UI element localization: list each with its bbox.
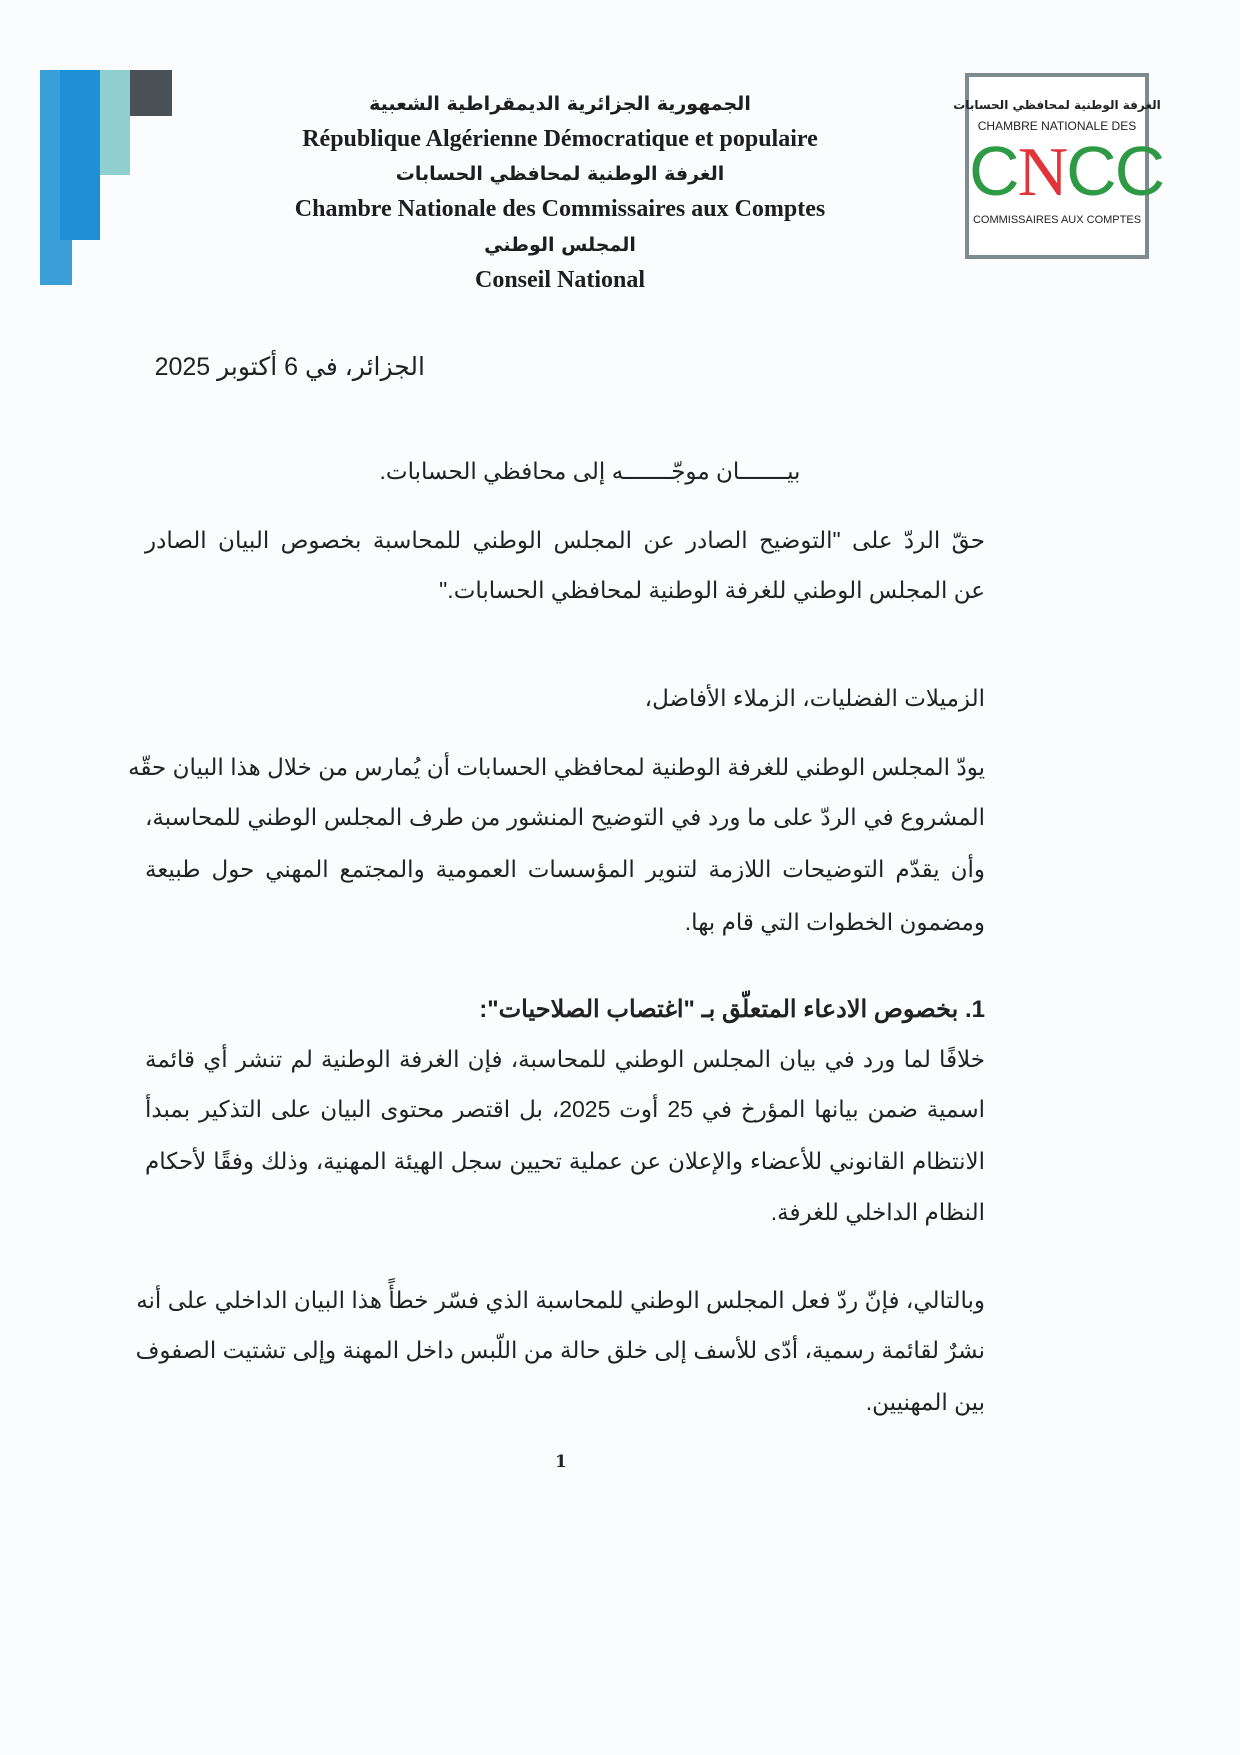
letter-title: بيـــــــان موجّـــــــه إلى محافظي الحسابات.	[379, 458, 801, 484]
para-line: نشرٌ لقائمة رسمية، أدّى للأسف إلى خلق حالة من اللّبس داخل المهنة وإلى تشتيت الصفوف	[135, 1337, 985, 1363]
header-ar-chamber: الغرفة الوطنية لمحافظي الحسابات	[395, 163, 725, 185]
para-line: وبالتالي، فإنّ ردّ فعل المجلس الوطني للمحاسبة الذي فسّر خطأً هذا البيان الداخلي على أنه	[136, 1287, 985, 1313]
para-line: حقّ الردّ على "التوضيح الصادر عن المجلس الوطني للمحاسبة بخصوص البيان الصادر	[145, 527, 985, 553]
header-ar-republic: الجمهورية الجزائرية الديمقراطية الشعبية	[369, 93, 751, 115]
header-fr-republic: République Algérienne Démocratique et populaire	[302, 126, 818, 152]
para-line: خلافًا لما ورد في بيان المجلس الوطني للمحاسبة، فإن الغرفة الوطنية لم تنشر أي قائمة	[145, 1046, 985, 1072]
para-line: اسمية ضمن بيانها المؤرخ في 25 أوت 2025، بل اقتصر محتوى البيان على التذكير بمبدأ	[145, 1096, 985, 1122]
header-ar-council: المجلس الوطني	[484, 234, 636, 256]
logo-bottom-text: COMMISSAIRES AUX COMPTES	[972, 214, 1142, 226]
brand-bar-3	[100, 70, 130, 175]
para-line: يودّ المجلس الوطني للغرفة الوطنية لمحافظي الحسابات أن يُمارس من خلال هذا البيان حقّه	[128, 754, 985, 780]
para-line: ومضمون الخطوات التي قام بها.	[684, 909, 985, 935]
header-fr-chamber: Chambre Nationale des Commissaires aux Comptes	[294, 196, 826, 222]
para-line: المشروع في الردّ على ما ورد في التوضيح المنشور من طرف المجلس الوطني للمحاسبة،	[145, 804, 985, 830]
cncc-logo	[953, 73, 1164, 259]
brand-bar-4	[130, 70, 172, 116]
brand-bar-2	[60, 70, 100, 240]
para-line: الانتظام القانوني للأعضاء والإعلان عن عملية تحيين سجل الهيئة المهنية، وذلك وفقًا لأحكام	[145, 1148, 985, 1174]
para-line: عن المجلس الوطني للغرفة الوطنية لمحافظي الحسابات."	[439, 577, 985, 603]
salutation: الزميلات الفضليات، الزملاء الأفاضل،	[644, 685, 985, 711]
logo-letters: CNCC	[969, 132, 1164, 211]
logo-top-text: CHAMBRE NATIONALE DES	[977, 119, 1137, 133]
header-fr-council: Conseil National	[474, 267, 645, 293]
logo-ar-text: الغرفة الوطنية لمحافظي الحسابات	[953, 98, 1161, 112]
letter-date: الجزائر، في 6 أكتوبر 2025	[154, 353, 425, 381]
para-line: وأن يقدّم التوضيحات اللازمة لتنوير المؤسسات العمومية والمجتمع المهني حول طبيعة	[145, 856, 985, 882]
para-line: النظام الداخلي للغرفة.	[770, 1199, 985, 1225]
page-number: 1	[555, 1452, 567, 1472]
section-heading: 1. بخصوص الادعاء المتعلّق بـ "اغتصاب الصلاحيات":	[479, 996, 985, 1023]
para-line: بين المهنيين.	[865, 1389, 985, 1415]
